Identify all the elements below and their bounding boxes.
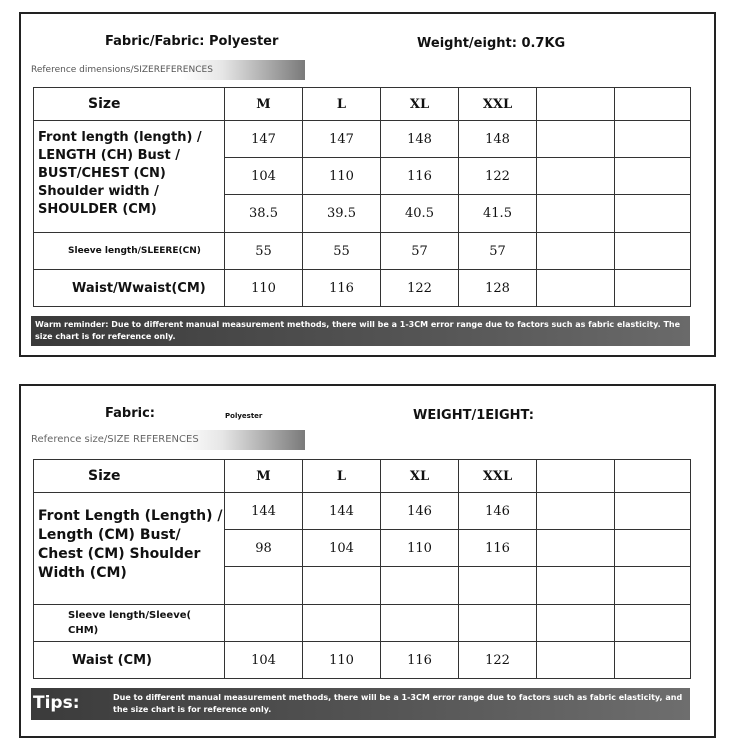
cell: 57: [459, 233, 537, 270]
table-header-row: [34, 460, 691, 493]
empty-cell: [537, 642, 615, 679]
table-header-row: [34, 88, 691, 121]
warm-reminder-note: Warm reminder: Due to different manual measurement methods, there will be a 1-3CM error range due to factors such as fabric elasticity. The size chart is for reference only.: [31, 316, 690, 346]
cell: 116: [381, 158, 459, 195]
reference-heading: Reference size/SIZE REFERENCES: [29, 430, 305, 450]
cell: 110: [303, 158, 381, 195]
cell: 39.5: [303, 195, 381, 233]
cell: 104: [303, 530, 381, 567]
table-row: [34, 493, 691, 530]
tips-label: Tips:: [33, 693, 80, 713]
empty-cell: [615, 121, 691, 158]
empty-cell: [537, 195, 615, 233]
cell: [459, 605, 537, 642]
size-xl: XL: [381, 88, 459, 121]
cell: [225, 605, 303, 642]
empty-cell: [537, 567, 615, 605]
size-m: M: [225, 88, 303, 121]
size-chart-panel-2: [19, 384, 716, 738]
size-xxl: XXL: [459, 460, 537, 493]
cell: 116: [381, 642, 459, 679]
empty-cell: [537, 460, 615, 493]
cell: 55: [225, 233, 303, 270]
cell: 147: [303, 121, 381, 158]
cell: [381, 567, 459, 605]
cell: 146: [459, 493, 537, 530]
size-table-1: [33, 87, 691, 307]
tips-banner: [31, 688, 690, 720]
empty-cell: [537, 605, 615, 642]
size-l: L: [303, 460, 381, 493]
empty-cell: [615, 270, 691, 307]
cell: 122: [459, 642, 537, 679]
cell: 110: [381, 530, 459, 567]
size-header: Size: [34, 460, 225, 493]
measurements-label: Front length (length) / LENGTH (CH) Bust / BUST/CHEST (CN) Shoulder width / SHOULDER (CM): [34, 121, 225, 233]
tips-note: Due to different manual measurement methods, there will be a 1-3CM error range due to factors such as fabric elasticity, and the size chart is for reference only.: [113, 693, 683, 714]
empty-cell: [615, 567, 691, 605]
empty-cell: [537, 530, 615, 567]
cell: 144: [225, 493, 303, 530]
size-m: M: [225, 460, 303, 493]
cell: 148: [381, 121, 459, 158]
empty-cell: [615, 88, 691, 121]
sleeve-label: Sleeve length/SLEERE(CN): [34, 233, 225, 270]
table-row: [34, 233, 691, 270]
empty-cell: [537, 233, 615, 270]
measurements-label: Front Length (Length) / Length (CM) Bust/ Chest (CM) Shoulder Width (CM): [34, 493, 225, 605]
size-l: L: [303, 88, 381, 121]
weight-label: Weight/eight: 0.7KG: [417, 36, 566, 51]
cell: [303, 567, 381, 605]
table-row: [34, 605, 691, 642]
size-xl: XL: [381, 460, 459, 493]
cell: 122: [459, 158, 537, 195]
cell: 147: [225, 121, 303, 158]
size-chart-panel-1: [19, 12, 716, 357]
cell: 146: [381, 493, 459, 530]
cell: 116: [459, 530, 537, 567]
cell: [459, 567, 537, 605]
table-row: [34, 121, 691, 158]
weight-label: WEIGHT/1EIGHT:: [413, 408, 534, 423]
size-header: Size: [34, 88, 225, 121]
table-row: [34, 270, 691, 307]
cell: 110: [225, 270, 303, 307]
sleeve-label: Sleeve length/Sleeve( CHM): [34, 605, 225, 642]
reference-heading: Reference dimensions/SIZEREFERENCES: [29, 60, 305, 80]
cell: [381, 605, 459, 642]
cell: 104: [225, 158, 303, 195]
cell: 41.5: [459, 195, 537, 233]
cell: 55: [303, 233, 381, 270]
empty-cell: [615, 530, 691, 567]
cell: 128: [459, 270, 537, 307]
cell: 57: [381, 233, 459, 270]
empty-cell: [537, 270, 615, 307]
table-row: [34, 642, 691, 679]
cell: [303, 605, 381, 642]
cell: 144: [303, 493, 381, 530]
cell: 116: [303, 270, 381, 307]
empty-cell: [537, 121, 615, 158]
empty-cell: [615, 605, 691, 642]
size-table-2: [33, 459, 691, 679]
cell: 98: [225, 530, 303, 567]
empty-cell: [615, 158, 691, 195]
empty-cell: [615, 493, 691, 530]
empty-cell: [615, 642, 691, 679]
empty-cell: [537, 88, 615, 121]
fabric-label: Fabric/Fabric: Polyester: [105, 34, 279, 49]
cell: 110: [303, 642, 381, 679]
empty-cell: [537, 493, 615, 530]
fabric-value: Polyester: [225, 412, 263, 420]
fabric-label: Fabric:: [105, 406, 155, 421]
empty-cell: [537, 158, 615, 195]
cell: 38.5: [225, 195, 303, 233]
cell: 104: [225, 642, 303, 679]
size-xxl: XXL: [459, 88, 537, 121]
cell: 148: [459, 121, 537, 158]
empty-cell: [615, 460, 691, 493]
empty-cell: [615, 195, 691, 233]
waist-label: Waist (CM): [34, 642, 225, 679]
cell: 40.5: [381, 195, 459, 233]
empty-cell: [615, 233, 691, 270]
cell: 122: [381, 270, 459, 307]
cell: [225, 567, 303, 605]
waist-label: Waist/Wwaist(CM): [34, 270, 225, 307]
